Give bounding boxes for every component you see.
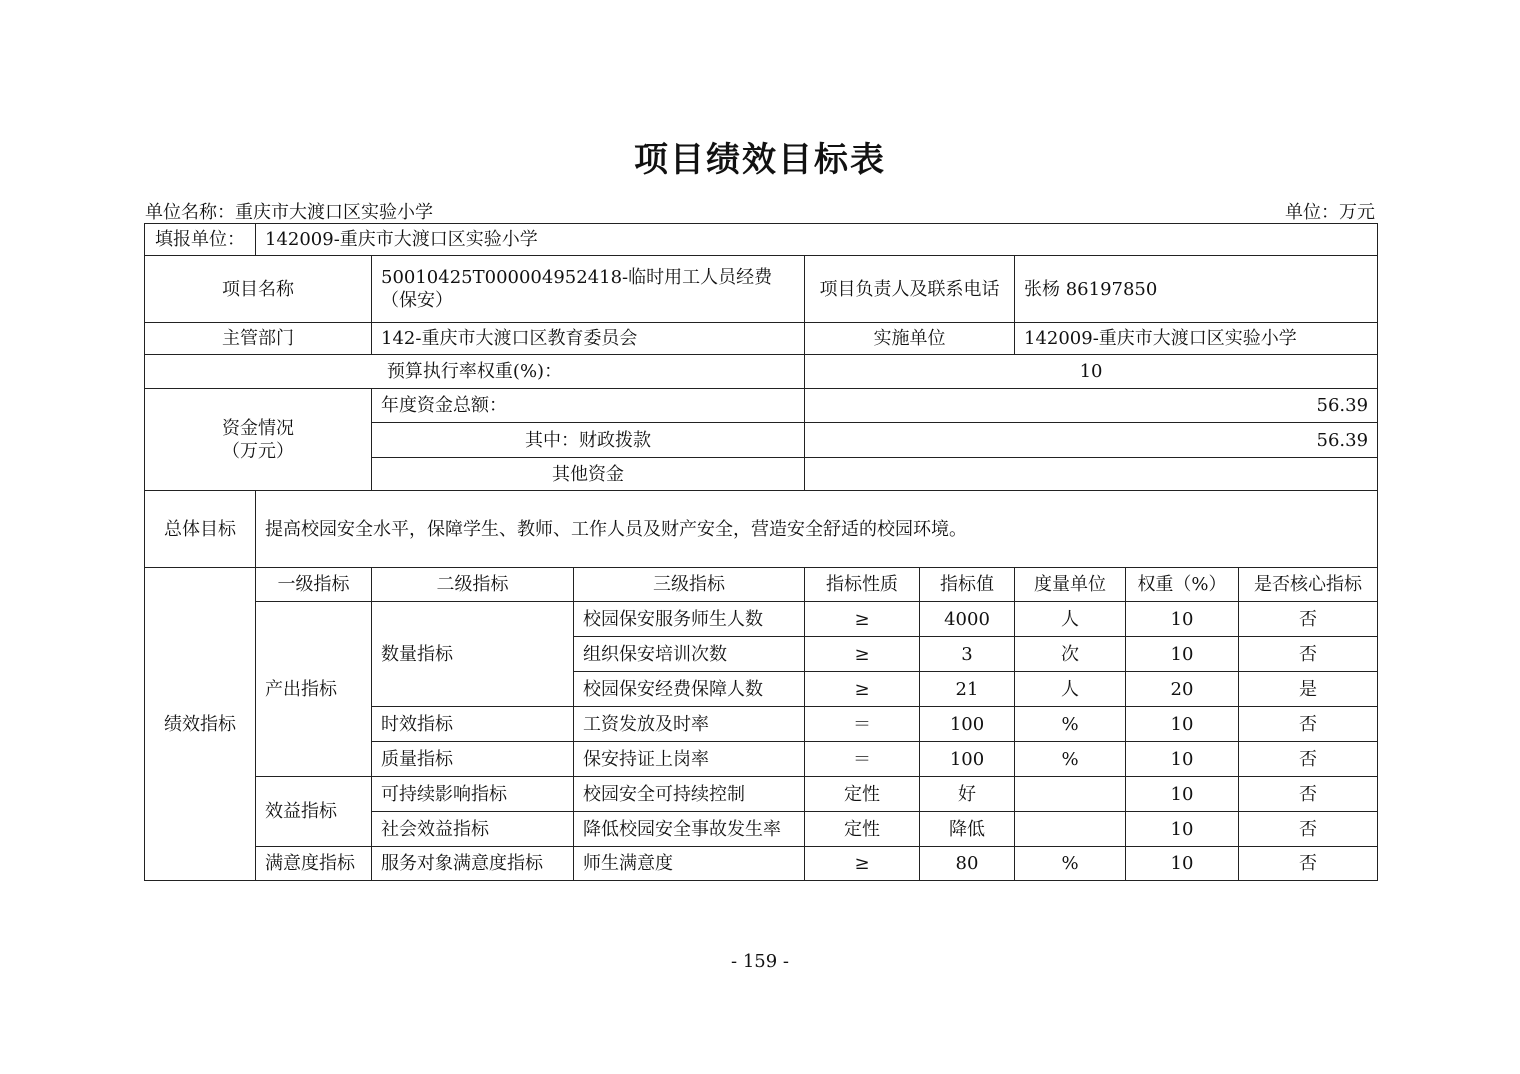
indicator-core: 否 [1239,742,1378,777]
indicator-name: 保安持证上岗率 [574,742,805,777]
indicator-nature: 定性 [805,777,920,812]
annual-total-label: 年度资金总额： [372,389,805,423]
header-unit: 度量单位 [1015,568,1126,602]
indicator-value: 100 [920,707,1015,742]
indicator-weight: 20 [1126,672,1239,707]
header-weight: 权重（%） [1126,568,1239,602]
page-title: 项目绩效目标表 [634,140,886,180]
indicator-weight: 10 [1126,707,1239,742]
indicator-nature: ＝ [805,707,920,742]
indicator-value: 21 [920,672,1015,707]
funds-label-1: 资金情况 [222,417,294,439]
manager-value: 张杨 86197850 [1015,256,1378,323]
level2-cell: 质量指标 [372,742,574,777]
fiscal-label: 其中：财政拨款 [372,423,805,458]
budget-rate-value: 10 [805,355,1378,389]
indicator-name: 校园安全可持续控制 [574,777,805,812]
table-row [145,777,1378,812]
indicator-nature: ≥ [805,847,920,881]
indicator-nature: ≥ [805,637,920,672]
indicator-nature: ＝ [805,742,920,777]
indicator-value: 4000 [920,602,1015,637]
indicator-core: 否 [1239,637,1378,672]
unit-name: 重庆市大渡口区实验小学 [235,202,433,223]
indicator-nature: ≥ [805,672,920,707]
header-value: 指标值 [920,568,1015,602]
indicator-unit [1015,812,1126,847]
overall-goal-value: 提高校园安全水平，保障学生、教师、工作人员及财产安全，营造安全舒适的校园环境。 [256,491,1378,568]
indicator-core: 否 [1239,602,1378,637]
level1-cell: 效益指标 [256,777,372,847]
header-level3: 三级指标 [574,568,805,602]
indicator-weight: 10 [1126,742,1239,777]
performance-table [144,223,1378,881]
table-row [145,602,1378,637]
fiscal-value: 56.39 [805,423,1378,458]
indicator-name: 降低校园安全事故发生率 [574,812,805,847]
dept-value: 142-重庆市大渡口区教育委员会 [372,323,805,355]
level2-cell: 可持续影响指标 [372,777,574,812]
fill-unit-label: 填报单位： [145,224,256,256]
indicator-name: 校园保安服务师生人数 [574,602,805,637]
dept-label: 主管部门 [145,323,372,355]
indicator-core: 是 [1239,672,1378,707]
impl-value: 142009-重庆市大渡口区实验小学 [1015,323,1378,355]
indicator-name: 校园保安经费保障人数 [574,672,805,707]
indicator-core: 否 [1239,707,1378,742]
level1-cell: 满意度指标 [256,847,372,881]
indicator-value: 好 [920,777,1015,812]
funds-label [145,389,372,491]
fill-unit-value: 142009-重庆市大渡口区实验小学 [256,224,1378,256]
indicator-value: 3 [920,637,1015,672]
perf-label: 绩效指标 [145,568,256,881]
funds-label-2: （万元） [222,440,294,462]
indicator-unit: % [1015,742,1126,777]
currency-label: 单位：万元 [1285,202,1375,223]
indicator-unit: % [1015,707,1126,742]
indicator-value: 100 [920,742,1015,777]
project-name-value: 50010425T000004952418-临时用工人员经费（保安） [372,256,805,323]
level2-cell: 服务对象满意度指标 [372,847,574,881]
indicator-unit: 人 [1015,672,1126,707]
indicator-name: 师生满意度 [574,847,805,881]
header-level2: 二级指标 [372,568,574,602]
other-funds-value [805,458,1378,491]
indicator-core: 否 [1239,777,1378,812]
indicator-weight: 10 [1126,602,1239,637]
indicator-value: 降低 [920,812,1015,847]
other-funds-label: 其他资金 [372,458,805,491]
indicator-value: 80 [920,847,1015,881]
header-level1: 一级指标 [256,568,372,602]
header-nature: 指标性质 [805,568,920,602]
annual-total-value: 56.39 [805,389,1378,423]
indicator-weight: 10 [1126,637,1239,672]
indicator-unit: % [1015,847,1126,881]
level2-cell: 社会效益指标 [372,812,574,847]
indicator-weight: 10 [1126,777,1239,812]
indicator-nature: 定性 [805,812,920,847]
indicator-unit: 人 [1015,602,1126,637]
unit-name-line [145,198,433,224]
manager-label: 项目负责人及联系电话 [805,256,1015,323]
table-row [145,847,1378,881]
level2-cell: 时效指标 [372,707,574,742]
budget-rate-label: 预算执行率权重(%)： [145,355,805,389]
indicator-unit: 次 [1015,637,1126,672]
overall-goal-label: 总体目标 [145,491,256,568]
indicator-weight: 10 [1126,847,1239,881]
project-name-label: 项目名称 [145,256,372,323]
level1-cell: 产出指标 [256,602,372,777]
indicator-name: 工资发放及时率 [574,707,805,742]
indicator-nature: ≥ [805,602,920,637]
indicator-core: 否 [1239,847,1378,881]
level2-cell: 数量指标 [372,602,574,707]
impl-label: 实施单位 [805,323,1015,355]
indicator-weight: 10 [1126,812,1239,847]
indicator-name: 组织保安培训次数 [574,637,805,672]
header-core: 是否核心指标 [1239,568,1378,602]
page-number: - 159 - [731,951,789,972]
unit-name-label: 单位名称： [145,202,235,223]
indicator-unit [1015,777,1126,812]
indicator-core: 否 [1239,812,1378,847]
